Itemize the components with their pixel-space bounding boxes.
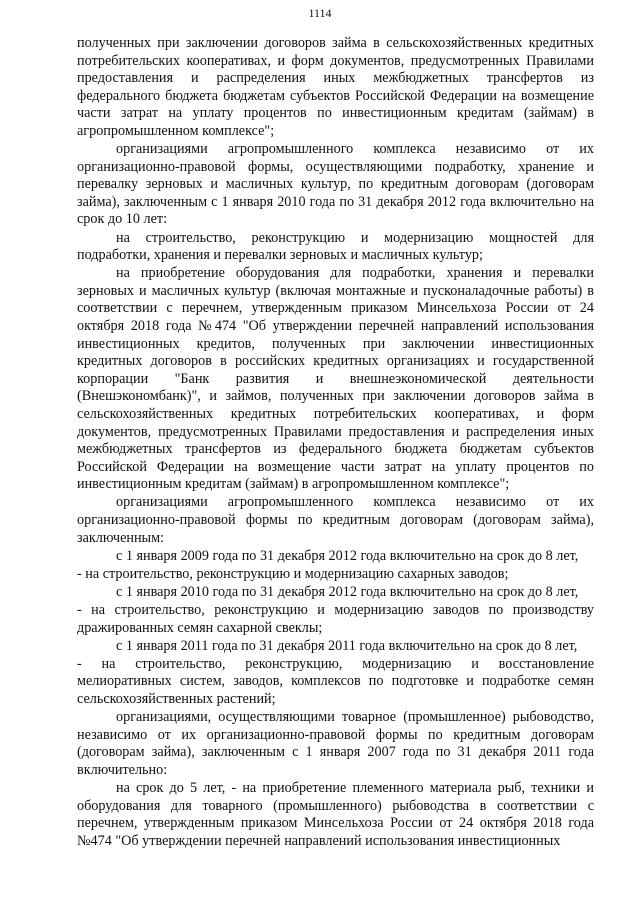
paragraph: организациями агропромышленного комплекса независимо от их организационно-правовой формы, осуществляющими подработку, хранение и перевалку зерновых и масличных культур, по кредитным договорам (договорам займа), заключенным с 1 января 2010 года по 31 декабря 2012 года включительно на срок до 10 лет: (77, 141, 594, 228)
paragraph: на строительство, реконструкцию и модернизацию мощностей для подработки, хранения и перевалки зерновых и масличных культур; (77, 229, 594, 264)
paragraph: с 1 января 2011 года по 31 декабря 2011 года включительно на срок до 8 лет, (116, 637, 578, 654)
paragraph: с 1 января 2010 года по 31 декабря 2012 года включительно на срок до 8 лет, (116, 583, 579, 600)
paragraph: организациями агропромышленного комплекса независимо от их организационно-правовой формы по кредитным договорам (договорам займа), заключенным: (77, 494, 594, 546)
paragraph: - на строительство, реконструкцию и модернизацию заводов по производству дражированных семян сахарной свеклы; (77, 602, 594, 636)
paragraph: полученных при заключении договоров займа в сельскохозяйственных кредитных потребительских кооперативах, и форм документов, предусмотренных Правилами предоставления и распределения иных межбюджетных трансфертов из федерального бюджета бюджетам субъектов Российской Федерации на возмещение части затрат на уплату процентов по инвестиционным кредитам (займам) в агропромышленном комплексе"; (77, 35, 594, 139)
paragraph: на приобретение оборудования для подработки, хранения и перевалки зерновых и масличных культур (включая монтажные и пусконаладочные работы) в соответствии с перечнем, утвержденным приказом Минсельхоза России от 24 октября 2018 года №474 "Об утверждении перечней направлений использования инвестиционных кредитов, полученных при заключении инвестиционных кредитных договоров в российских кредитных организациях и государственной корпорации "Банк развития и внешнеэкономической деятельности (Внешэкономбанк)", и займов, полученных при заключении договоров займа в сельскохозяйственных кредитных потребительских кооперативах, и форм документов, предусмотренных Правилами предоставления и распределения иных межбюджетных трансфертов из федерального бюджета бюджетам субъектов Российской Федерации на возмещение части затрат на уплату процентов по инвестиционным кредитам (займам) в агропромышленном комплексе"; (77, 265, 594, 493)
document-body (77, 35, 594, 851)
paragraph: на срок до 5 лет, - на приобретение племенного материала рыб, техники и оборудования для товарного (промышленного) рыбоводства в соответствии с перечнем, утвержденным приказом Минсельхоза России от 24 октября 2018 года №474 "Об утверждении перечней направлений использования инвестиционных (77, 779, 594, 849)
paragraph: организациями, осуществляющими товарное (промышленное) рыбоводство, независимо от их организационно-правовой формы по кредитным договорам (договорам займа), заключенным с 1 января 2007 года по 31 декабря 2011 года включительно: (77, 709, 594, 778)
paragraph: - на строительство, реконструкцию, модернизацию и восстановление мелиоративных систем, заводов, комплексов по подготовке и подработке семян сельскохозяйственных растений; (77, 655, 594, 707)
page-number: 1114 (308, 6, 332, 20)
paragraph: с 1 января 2009 года по 31 декабря 2012 года включительно на срок до 8 лет, (116, 547, 579, 564)
paragraph: - на строительство, реконструкцию и модернизацию сахарных заводов; (77, 565, 509, 582)
